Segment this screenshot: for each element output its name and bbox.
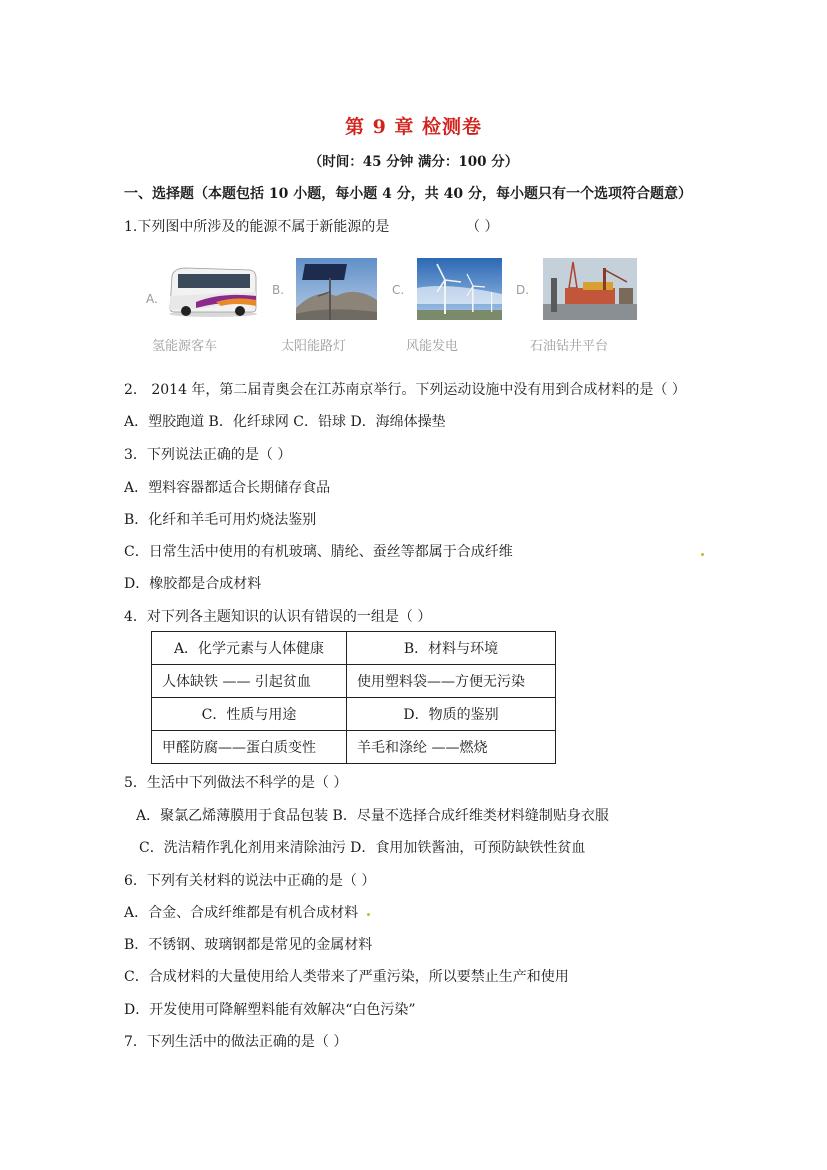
table-row xyxy=(152,665,556,698)
section-heading: 一、选择题（本题包括 10 小题，每小题 4 分，共 40 分，每小题只有一个选项符合题意） xyxy=(124,186,692,202)
bus-image xyxy=(166,258,258,320)
image-c-letter: C. xyxy=(392,283,405,297)
table-row xyxy=(152,731,556,764)
image-b-letter: B. xyxy=(272,283,285,297)
question-6-option-d: D．开发使用可降解塑料能有效解决“白色污染” xyxy=(124,1002,416,1018)
stray-dot xyxy=(367,913,370,916)
table-cell: 甲醛防腐——蛋白质变性 xyxy=(152,731,347,764)
image-c-caption: 风能发电 xyxy=(406,339,459,354)
question-1-answer-paren: （ ） xyxy=(466,219,499,235)
table-cell: C．性质与用途 xyxy=(152,698,347,731)
question-3-option-d: D．橡胶都是合成材料 xyxy=(124,576,262,592)
question-3-stem: 3．下列说法正确的是（ ） xyxy=(124,447,292,463)
question-7-stem: 7．下列生活中的做法正确的是（ ） xyxy=(124,1034,348,1050)
question-6-stem: 6．下列有关材料的说法中正确的是（ ） xyxy=(124,873,376,889)
question-3-option-a: A．塑料容器都适合长期储存食品 xyxy=(124,480,331,496)
stray-dot xyxy=(701,553,704,556)
question-3-option-c: C．日常生活中使用的有机玻璃、腈纶、蚕丝等都属于合成纤维 xyxy=(124,544,513,560)
image-a-caption: 氢能源客车 xyxy=(152,339,218,354)
table-cell: 使用塑料袋——方便无污染 xyxy=(347,665,556,698)
table-cell: D．物质的鉴别 xyxy=(347,698,556,731)
image-a-letter: A. xyxy=(146,292,158,306)
page-title: 第 9 章 检测卷 xyxy=(344,116,483,138)
table-cell: A．化学元素与人体健康 xyxy=(152,632,347,665)
image-d-letter: D. xyxy=(516,283,530,297)
question-1-stem: 1.下列图中所涉及的能源不属于新能源的是 xyxy=(124,219,390,235)
solar-lamp-image xyxy=(296,258,377,320)
exam-info: （时间：45 分钟 满分：100 分） xyxy=(308,154,519,170)
question-6-option-b: B．不锈钢、玻璃钢都是常见的金属材料 xyxy=(124,937,373,953)
table-cell: 人体缺铁 —— 引起贫血 xyxy=(152,665,347,698)
image-b-caption: 太阳能路灯 xyxy=(281,339,347,354)
question-3-option-b: B．化纤和羊毛可用灼烧法鉴别 xyxy=(124,512,317,528)
table-cell: B．材料与环境 xyxy=(347,632,556,665)
question-5-options-row-1: A．聚氯乙烯薄膜用于食品包装 B．尽量不选择合成纤维类材料缝制贴身衣服 xyxy=(136,808,609,824)
knowledge-table xyxy=(151,631,556,764)
wind-turbine-image xyxy=(417,258,502,320)
question-2-stem: 2． 2014 年，第二届青奥会在江苏南京举行。下列运动设施中没有用到合成材料的是（ ） xyxy=(124,382,686,398)
question-2-options: A．塑胶跑道 B．化纤球网 C．铅球 D．海绵体操垫 xyxy=(124,414,446,430)
table-row xyxy=(152,698,556,731)
question-4-stem: 4．对下列各主题知识的认识有错误的一组是（ ） xyxy=(124,609,432,625)
table-row xyxy=(152,632,556,665)
table-cell: 羊毛和涤纶 ——燃烧 xyxy=(347,731,556,764)
image-d-caption: 石油钻井平台 xyxy=(530,339,609,354)
question-5-options-row-2: C．洗洁精作乳化剂用来清除油污 D．食用加铁酱油，可预防缺铁性贫血 xyxy=(139,840,586,856)
question-6-option-a: A．合金、合成纤维都是有机合成材料 xyxy=(124,905,359,921)
question-5-stem: 5．生活中下列做法不科学的是（ ） xyxy=(124,775,348,791)
oil-platform-image xyxy=(543,258,637,320)
question-6-option-c: C．合成材料的大量使用给人类带来了严重污染，所以要禁止生产和使用 xyxy=(124,969,569,985)
